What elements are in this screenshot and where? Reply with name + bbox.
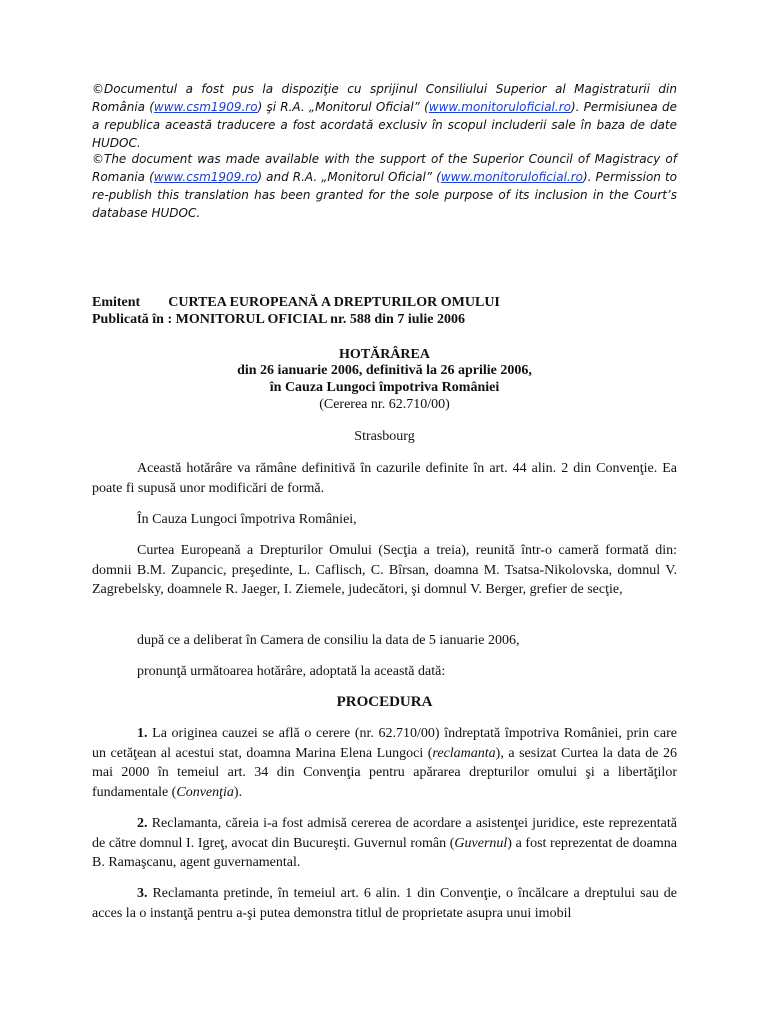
judgment-dates: din 26 ianuarie 2006, definitivă la 26 aprilie 2006, [237, 363, 532, 378]
paragraph-text: Reclamanta pretinde, în temeiul art. 6 alin. 1 din Convenţie, o încălcare a dreptului sau de acces la o instanţă pentru a-şi putea demonstra titlul de proprietate asupra unui imobil [92, 886, 677, 921]
paragraph-text: ). [233, 784, 243, 800]
publication-line: Publicată în : MONITORUL OFICIAL nr. 588 din 7 iulie 2006 [92, 312, 466, 327]
paragraph-text: ), a sesizat Curtea la data de 26 mai 2000 în temeiul art. 34 din Convenţia pentru apărarea drepturilor omului şi a libertăţilor fundamentale ( [92, 745, 677, 800]
disclaimer-text: ). Permission to re-publish this translation has been granted for the sole purpose of its inclusion in the Court’s database HUDOC. [92, 170, 677, 220]
paragraph-number: 2. [137, 816, 148, 831]
issuer-line [92, 294, 677, 312]
monitorul-oficial-link[interactable]: www.monitoruloficial.ro [428, 100, 571, 114]
monitorul-oficial-link[interactable]: www.monitoruloficial.ro [440, 170, 583, 184]
procedure-paragraph-3 [92, 884, 677, 923]
intro-paragraph: pronunţă următoarea hotărâre, adoptată la această dată: [137, 664, 446, 679]
disclaimer-text: ). Permisiunea de a republica această traducere a fost acordată exclusiv în scopul includerii sale în baza de date HUDOC. [92, 100, 677, 150]
paragraph-text: Convenţia [176, 784, 234, 800]
court-composition: Curtea Europeană a Drepturilor Omului (Secţia a treia), reunită într-o cameră formată din: domnii B.M. Zupancic, preşedinte, L. Caflisch, C. Bîrsan, doamna M. Tsatsa-Nikolovska, domnul V. Zagrebelsky, doamnele R. Jaeger, I. Ziemele, judecători, şi domnul V. Berger, grefier de secţie, [92, 543, 677, 597]
paragraph-text: ) a fost reprezentat de doamna B. Ramaşcanu, agent guvernamental. [92, 835, 677, 870]
paragraph-text: La originea cauzei se află o cerere (nr. 62.710/00) îndreptată împotriva României, prin care un cetăţean al acestui stat, doamna Marina Elena Lungoci ( [92, 726, 677, 761]
paragraph-text: Reclamanta, căreia i-a fost admisă cererea de acordare a asistenţei juridice, este reprezentată de către domnul I. Igreţ, avocat din Bucureşti. Guvernul român ( [92, 816, 677, 851]
document-title: HOTĂRÂREA [338, 347, 430, 362]
csm-link[interactable]: www.csm1909.ro [153, 100, 258, 114]
procedure-paragraph-2 [92, 814, 677, 873]
case-name: în Cauza Lungoci împotriva României [269, 380, 500, 395]
disclaimer-english [92, 150, 677, 222]
application-number: (Cererea nr. 62.710/00) [319, 397, 450, 412]
disclaimer-text: ©Documentul a fost pus la dispoziţie cu sprijinul Consiliului Superior al Magistraturii din România ( [92, 82, 677, 114]
paragraph-number: 1. [137, 726, 148, 741]
csm-link[interactable]: www.csm1909.ro [153, 170, 258, 184]
paragraph-number: 3. [137, 886, 148, 901]
disclaimer-romanian [92, 80, 677, 152]
disclaimer-text: ) and R.A. „Monitorul Oficial” ( [257, 170, 441, 184]
issuer-label: Emitent [92, 295, 141, 310]
procedure-paragraph-1 [92, 724, 677, 802]
disclaimer-text: ©The document was made available with the support of the Superior Council of Magistracy of Romania ( [92, 152, 677, 184]
intro-paragraph: după ce a deliberat în Camera de consiliu la data de 5 ianuarie 2006, [137, 633, 520, 648]
intro-paragraph: Această hotărâre va rămâne definitivă în cazurile definite în art. 44 alin. 2 din Convenţie. Ea poate fi supusă unor modificări de formă. [92, 461, 677, 496]
paragraph-text: Guvernul [454, 835, 508, 851]
intro-paragraph: În Cauza Lungoci împotriva României, [137, 512, 357, 527]
disclaimer-text: ) şi R.A. „Monitorul Oficial” ( [257, 100, 429, 114]
issuer-value: CURTEA EUROPEANĂ A DREPTURILOR OMULUI [168, 295, 500, 310]
section-heading: PROCEDURA [336, 694, 433, 710]
paragraph-text: reclamanta [432, 745, 496, 761]
place: Strasbourg [354, 429, 415, 444]
